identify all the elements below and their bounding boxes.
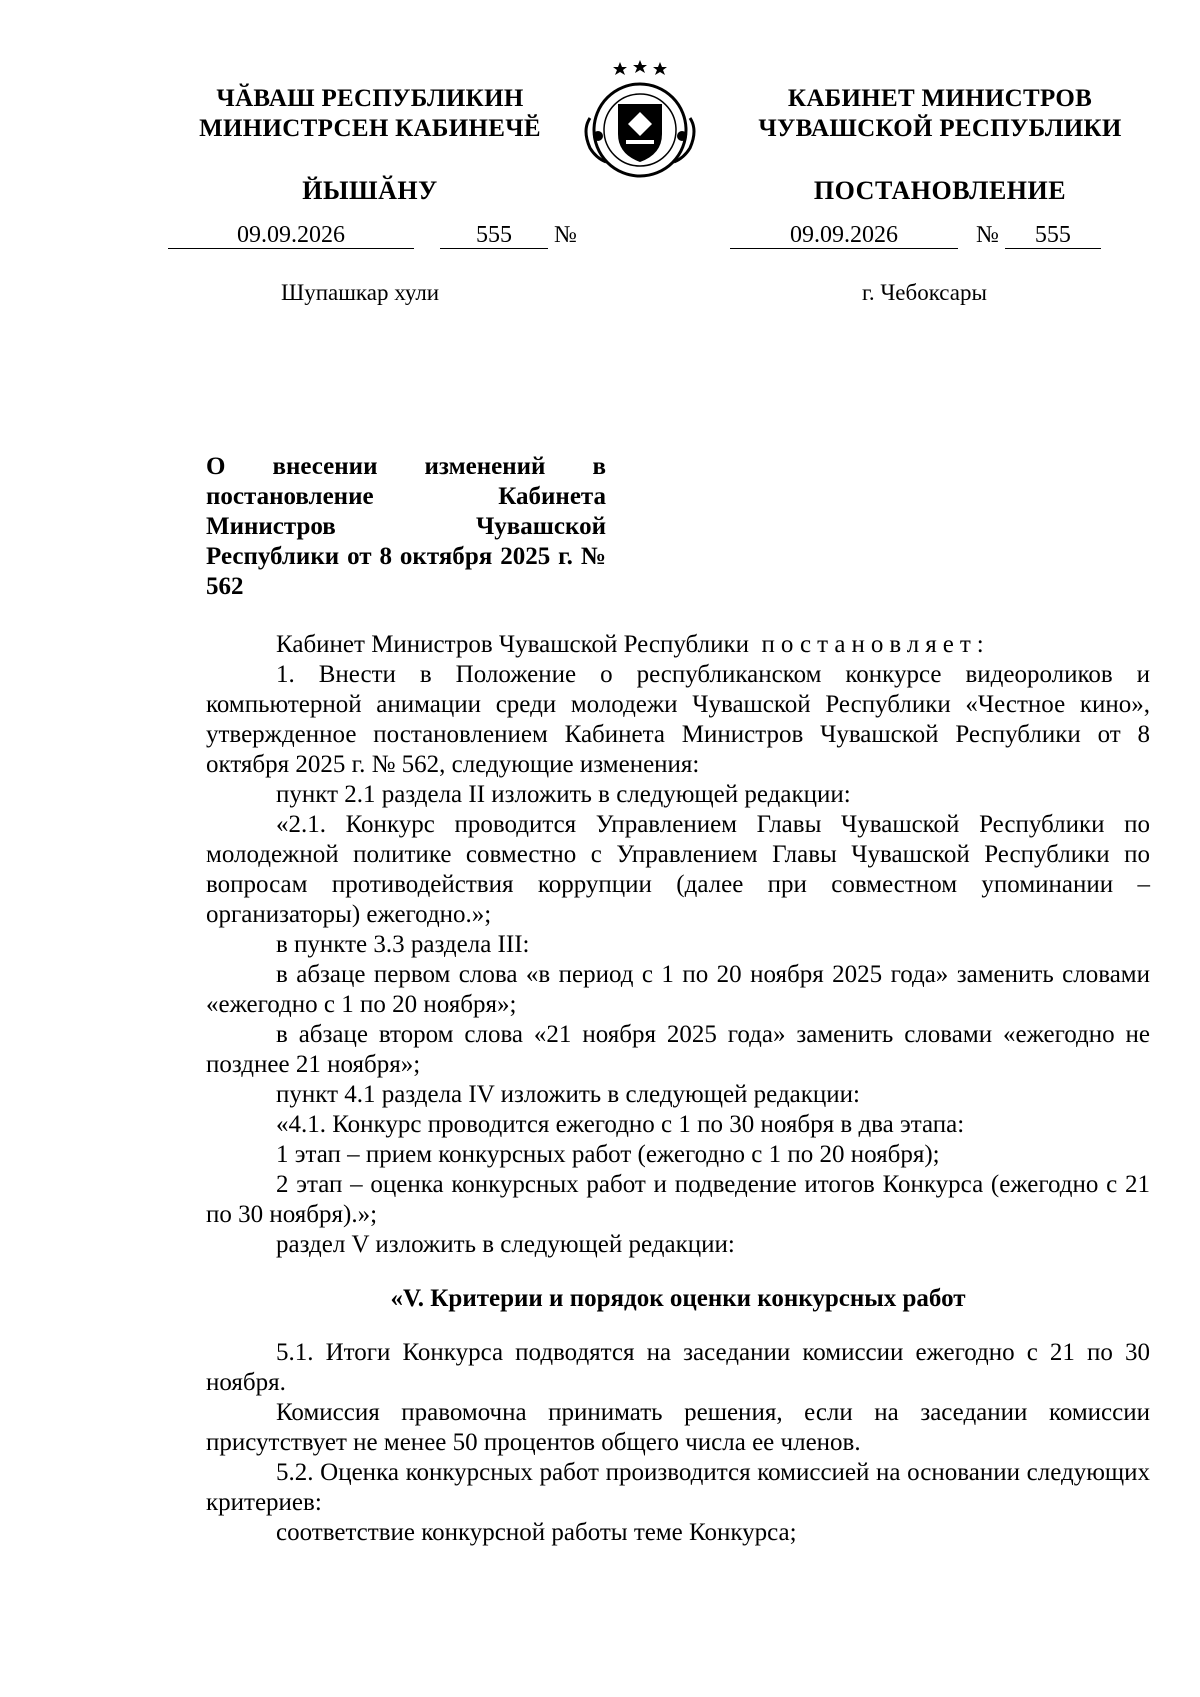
document-body xyxy=(206,630,1150,1548)
paragraph: раздел V изложить в следующей редакции: xyxy=(276,1231,735,1258)
paragraph: 5.1. Итоги Конкурса подводятся на заседании комиссии ежегодно с 21 по 30 ноября. xyxy=(206,1339,1150,1396)
date-field-russian: 09.09.2026 xyxy=(730,222,958,249)
header-russian xyxy=(730,84,1150,206)
document-subject: О внесении изменений в постановление Кабинета Министров Чувашской Республики от 8 октября 2025 г. № 562 xyxy=(206,453,606,600)
paragraph: пункт 2.1 раздела II изложить в следующей редакции: xyxy=(276,781,851,808)
org-name-russian-line1: КАБИНЕТ МИНИСТРОВ xyxy=(787,85,1093,112)
org-name-chuvash-line2: МИНИСТРСЕН КАБИНЕЧӖ xyxy=(199,115,541,142)
coat-of-arms-icon xyxy=(568,58,712,182)
paragraph: в абзаце первом слова «в период с 1 по 20 ноября 2025 года» заменить словами «ежегодно с 1 по 20 ноября»; xyxy=(206,961,1150,1018)
date-field-chuvash: 09.09.2026 xyxy=(168,222,414,249)
number-sign-russian: № xyxy=(976,222,999,248)
header-chuvash xyxy=(160,84,580,206)
registration-line-russian xyxy=(730,222,1101,250)
paragraph: «2.1. Конкурс проводится Управлением Главы Чувашской Республики по молодежной политике совместно с Управлением Главы Чувашской Республики по вопросам противодействия коррупции (далее при совместном упоминании – организаторы) ежегодно.»; xyxy=(206,811,1150,928)
org-name-chuvash-line1: ЧӐВАШ РЕСПУБЛИКИН xyxy=(216,85,524,112)
preamble-verb: постановляет: xyxy=(761,631,990,658)
preamble-lead: Кабинет Министров Чувашской Республики xyxy=(276,631,750,658)
paragraph: 1. Внести в Положение о республиканском конкурсе видеороликов и компьютерной анимации среди молодежи Чувашской Республики «Честное кино», утвержденное постановлением Кабинета Министров Чувашской Республики от 8 октября 2025 г. № 562, следующие изменения: xyxy=(206,661,1150,778)
number-field-russian: 555 xyxy=(1005,222,1101,249)
registration-line-chuvash xyxy=(168,222,577,250)
paragraph: в пункте 3.3 раздела III: xyxy=(276,931,530,958)
paragraph: Комиссия правомочна принимать решения, если на заседании комиссии присутствует не менее 50 процентов общего числа ее членов. xyxy=(206,1399,1150,1456)
paragraph: 1 этап – прием конкурсных работ (ежегодно с 1 по 20 ноября); xyxy=(276,1141,940,1168)
doc-type-chuvash: ЙЫШӐНУ xyxy=(302,176,438,205)
paragraph: «4.1. Конкурс проводится ежегодно с 1 по 30 ноября в два этапа: xyxy=(276,1111,965,1138)
org-name-russian-line2: ЧУВАШСКОЙ РЕСПУБЛИКИ xyxy=(758,115,1122,142)
paragraph: соответствие конкурсной работы теме Конкурса; xyxy=(276,1519,797,1546)
city-chuvash: Шупашкар хули xyxy=(281,280,440,305)
doc-type-russian: ПОСТАНОВЛЕНИЕ xyxy=(813,176,1067,205)
paragraph: 5.2. Оценка конкурсных работ производится комиссией на основании следующих критериев: xyxy=(206,1459,1150,1516)
section-heading: «V. Критерии и порядок оценки конкурсных работ xyxy=(390,1285,966,1312)
paragraph: в абзаце втором слова «21 ноября 2025 года» заменить словами «ежегодно не позднее 21 ноября»; xyxy=(206,1021,1150,1078)
preamble xyxy=(206,630,1150,660)
number-field-chuvash: 555 xyxy=(440,222,548,249)
number-sign-chuvash: № xyxy=(554,222,577,248)
paragraph: пункт 4.1 раздела IV изложить в следующей редакции: xyxy=(276,1081,860,1108)
city-russian: г. Чебоксары xyxy=(862,280,987,305)
paragraph: 2 этап – оценка конкурсных работ и подведение итогов Конкурса (ежегодно с 21 по 30 ноября).»; xyxy=(206,1171,1150,1228)
